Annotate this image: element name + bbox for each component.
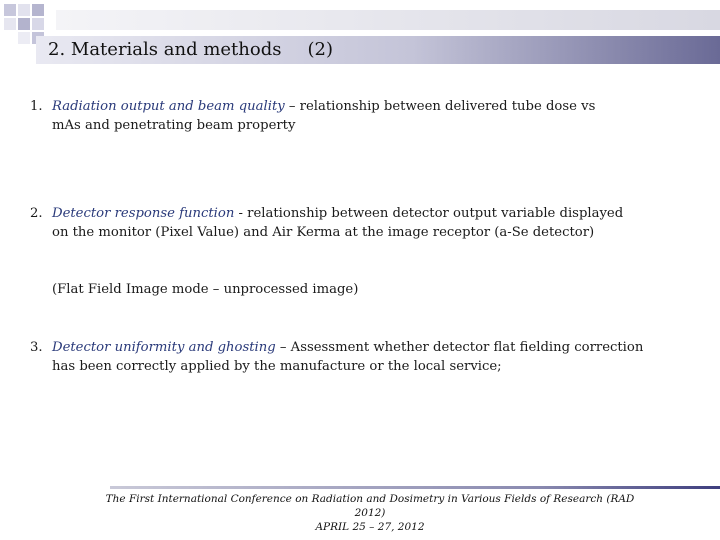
footer-divider	[110, 486, 720, 489]
item-text-continued: on the monitor (Pixel Value) and Air Kerma at the image receptor (a-Se detector)	[52, 225, 595, 240]
item-text: – Assessment whether detector flat fielding correction	[275, 340, 644, 355]
item-text: – relationship between delivered tube dose vs	[284, 99, 596, 114]
item-number: 3.	[30, 340, 43, 355]
top-decor-bar	[56, 10, 720, 30]
slide-title-number: (2)	[307, 39, 333, 60]
item-term: Radiation output and beam quality	[52, 99, 285, 114]
footer-date: APRIL 25 – 27, 2012	[315, 521, 425, 533]
item-number: 1.	[30, 99, 43, 114]
list-item	[30, 204, 690, 242]
list-item	[30, 97, 690, 135]
note-text: (Flat Field Image mode – unprocessed image)	[52, 282, 359, 297]
item-term: Detector uniformity and ghosting	[52, 340, 276, 355]
item-text-continued: mAs and penetrating beam property	[52, 118, 296, 133]
footer	[90, 492, 650, 534]
footer-conference: The First International Conference on Radiation and Dosimetry in Various Fields of Research (RAD 2012)	[105, 493, 635, 519]
slide-title	[48, 39, 333, 60]
slide-title-text: 2. Materials and methods	[48, 39, 282, 60]
item-number: 2.	[30, 206, 43, 221]
item-text-continued: has been correctly applied by the manufacture or the local service;	[52, 359, 502, 374]
item-text: - relationship between detector output variable displayed	[234, 206, 624, 221]
item-term: Detector response function	[52, 206, 235, 221]
list-item	[30, 338, 690, 376]
